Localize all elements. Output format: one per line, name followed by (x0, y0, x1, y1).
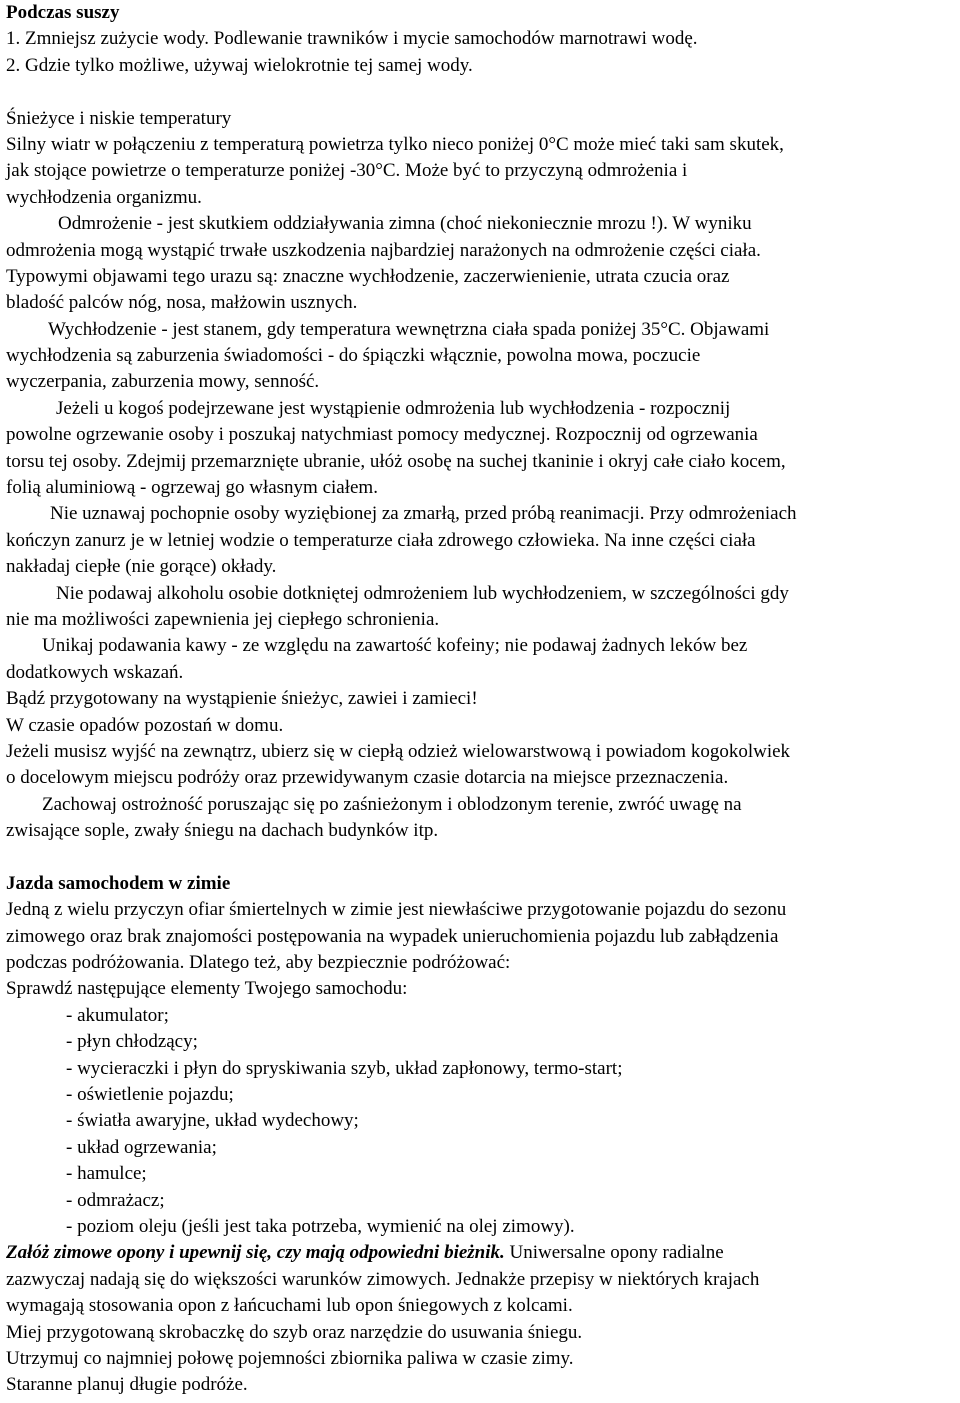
text-line-item-4: - oświetlenie pojazdu; (66, 1084, 234, 1106)
text-line-item-7: - hamulce; (66, 1163, 147, 1185)
text-line-scraper: Miej przygotowaną skrobaczkę do szyb oraz narzędzie do usuwania śniegu. (6, 1321, 583, 1343)
text-line-frost-l1: Odmrożenie - jest skutkiem oddziaływania zimna (choć niekoniecznie mrozu !). W wyniku (58, 213, 752, 235)
text-line-alc-l1: Nie podawaj alkoholu osobie dotkniętej odmrożeniem lub wychłodzeniem, w szczególności gdy (56, 582, 789, 604)
text-line-frost-l4: bladość palców nóg, nosa, małżowin usznych. (6, 292, 358, 314)
text-line-frost-l3: Typowymi objawami tego urazu są: znaczne wychłodzenie, zaczerwienienie, utrata czucia oraz (6, 265, 730, 287)
text-line-item-5: - światła awaryjne, układ wydechowy; (66, 1110, 359, 1132)
text-line-car-p1-l2: zimowego oraz brak znajomości postępowania na wypadek unieruchomienia pojazdu lub zabłądzenia (6, 925, 779, 947)
text-line-item-8: - odmrażacz; (66, 1189, 165, 1211)
blank-line (6, 845, 958, 871)
text-line-car-p1-l1: Jedną z wielu przyczyn ofiar śmiertelnych w zimie jest niewłaściwe przygotowanie pojazdu do sezonu (6, 899, 787, 921)
text-line-help-l2: powolne ogrzewanie osoby i poszukaj natychmiast pomocy medycznej. Rozpocznij od ogrzewania (6, 424, 758, 446)
text-line-drought-1: 1. Zmniejsz zużycie wody. Podlewanie trawników i mycie samochodów marnotrawi wodę. (6, 28, 698, 50)
text-line-fuel: Utrzymuj co najmniej połowę pojemności zbiornika paliwa w czasie zimy. (6, 1347, 574, 1369)
text-line-snow-p1-l3: wychłodzenia organizmu. (6, 186, 202, 208)
text-line-car-heading: Jazda samochodem w zimie (6, 872, 231, 894)
text-line-out-l2: o docelowym miejscu podróży oraz przewidywanym czasie dotarcia na miejsce przeznaczenia. (6, 767, 729, 789)
text-line-help-l3: torsu tej osoby. Zdejmij przemarznięte ubranie, ułóż osobę na suchej tkaninie i okryj całe ciało kocem, (6, 450, 786, 472)
text-line-help-l4: folią aluminiową - ogrzewaj go własnym ciałem. (6, 477, 378, 499)
text-line-care-l1: Zachowaj ostrożność poruszając się po zaśnieżonym i oblodzonym terenie, zwróć uwagę na (42, 793, 742, 815)
text-line-tires-l2: zazwyczaj nadają się do większości warunków zimowych. Jednakże przepisy w niektórych krajach (6, 1268, 760, 1290)
text-line-plan: Staranne planuj długie podróże. (6, 1374, 248, 1396)
text-line-out-l1: Jeżeli musisz wyjść na zewnątrz, ubierz się w ciepłą odzież wielowarstwową i powiadom kogokolwiek (6, 740, 791, 762)
text-line-home: W czasie opadów pozostań w domu. (6, 714, 284, 736)
body-text: Uniwersalne opony radialne (504, 1242, 724, 1264)
text-line-ready: Bądź przygotowany na wystąpienie śnieżyc, zawiei i zamieci! (6, 688, 478, 710)
text-line-item-3: - wycieraczki i płyn do spryskiwania szyb, układ zapłonowy, termo-start; (66, 1057, 623, 1079)
text-line-snow-p1-l1: Silny wiatr w połączeniu z temperaturą powietrza tylko nieco poniżej 0°C może mieć taki sam skutek, (6, 133, 784, 155)
text-line-hypo-l3: wyczerpania, zaburzenia mowy, senność. (6, 371, 320, 393)
text-line-hypo-l1: Wychłodzenie - jest stanem, gdy temperatura wewnętrzna ciała spada poniżej 35°C. Objawami (48, 318, 770, 340)
text-line-hypo-l2: wychłodzenia są zaburzenia świadomości - do śpiączki włącznie, powolna mowa, poczucie (6, 345, 701, 367)
text-line-snow-heading: Śnieżyce i niskie temperatury (6, 107, 232, 129)
text-line-dead-l1: Nie uznawaj pochopnie osoby wyziębionej za zmarłą, przed próbą reanimacji. Przy odmrożeniach (50, 503, 797, 525)
text-line-drought-heading: Podczas suszy (6, 2, 120, 23)
text-line-drought-2: 2. Gdzie tylko możliwe, używaj wielokrotnie tej samej wody. (6, 54, 473, 76)
text-line-coffee-l2: dodatkowych wskazań. (6, 661, 184, 683)
text-line-care-l2: zwisające sople, zwały śniegu na dachach budynków itp. (6, 820, 439, 842)
text-line-item-9: - poziom oleju (jeśli jest taka potrzeba, wymienić na olej zimowy). (66, 1215, 575, 1237)
text-line-alc-l2: nie ma możliwości zapewnienia jej ciepłego schronienia. (6, 608, 440, 630)
text-line-car-p1-l3: podczas podróżowania. Dlatego też, aby bezpiecznie podróżować: (6, 952, 511, 974)
text-line-tires-l1 (6, 1240, 958, 1266)
text-line-item-1: - akumulator; (66, 1004, 169, 1026)
text-line-item-2: - płyn chłodzący; (66, 1031, 198, 1053)
text-line-dead-l2: kończyn zanurz je w letniej wodzie o temperaturze ciała zdrowego człowieka. Na inne części ciała (6, 529, 756, 551)
text-line-help-l1: Jeżeli u kogoś podejrzewane jest wystąpienie odmrożenia lub wychłodzenia - rozpocznij (56, 397, 731, 419)
blank-line (6, 79, 958, 105)
text-line-dead-l3: nakładaj ciepłe (nie gorące) okłady. (6, 556, 277, 578)
text-line-snow-p1-l2: jak stojące powietrze o temperaturze poniżej -30°C. Może być to przyczyną odmrożenia i (6, 160, 688, 182)
text-line-frost-l2: odmrożenia mogą wystąpić trwałe uszkodzenia najbardziej narażonych na odmrożenie części ciała. (6, 239, 761, 261)
emphasis-text: Załóż zimowe opony i upewnij się, czy mają odpowiedni bieżnik. (6, 1242, 505, 1264)
text-line-item-6: - układ ogrzewania; (66, 1136, 217, 1158)
text-line-check: Sprawdź następujące elementy Twojego samochodu: (6, 978, 408, 1000)
text-line-tires-l3: wymagają stosowania opon z łańcuchami lub opon śniegowych z kolcami. (6, 1295, 573, 1317)
text-line-coffee-l1: Unikaj podawania kawy - ze względu na zawartość kofeiny; nie podawaj żadnych leków bez (42, 635, 748, 657)
